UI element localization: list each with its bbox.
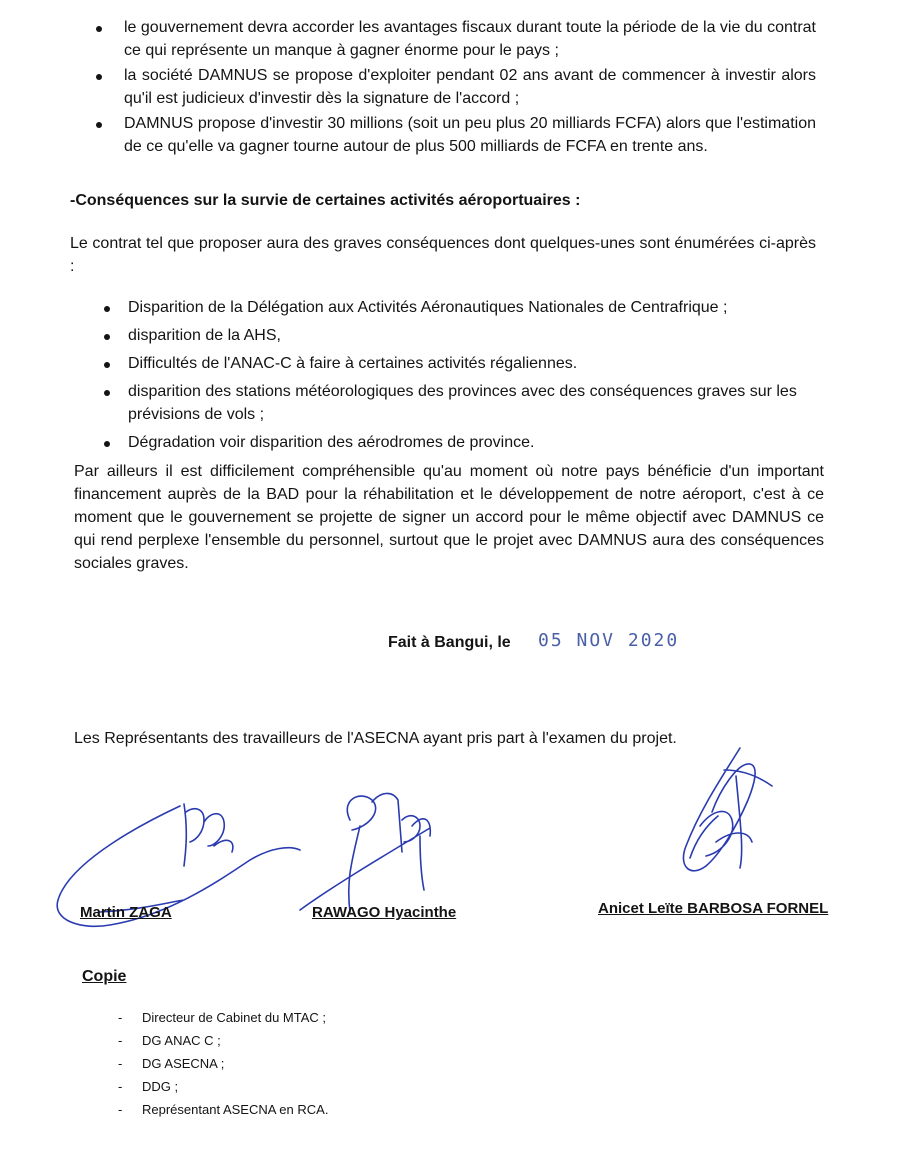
list-item (118, 1052, 328, 1075)
top-bullet-list (124, 16, 816, 160)
dash: - (118, 1056, 123, 1071)
list-item (118, 1006, 328, 1029)
copy-recipient: DDG ; (142, 1079, 179, 1094)
place-date-label: Fait à Bangui, le (388, 634, 511, 651)
list-item (118, 1029, 328, 1052)
closing-paragraph: Par ailleurs il est difficilement compréhensible qu'au moment où notre pays bénéficie d'un important financement auprès de la BAD pour la réhabilitation et le développement de notre aéroport, c'est à ce moment que le gouvernement se projette de signer un accord pour le même objectif avec DAMNUS ce qui rend perplexe l'ensemble du personnel, surtout que le projet avec DAMNUS aura des conséquences sociales graves. (74, 463, 824, 572)
intro-paragraph: Le contrat tel que proposer aura des graves conséquences dont quelques-unes sont énumérées ci-après : (70, 235, 816, 275)
list-item (118, 1075, 328, 1098)
copy-recipient: Représentant ASECNA en RCA. (142, 1102, 329, 1117)
dash: - (118, 1079, 123, 1094)
copy-recipient: DG ASECNA ; (142, 1056, 225, 1071)
list-item: Disparition de la Délégation aux Activités Aéronautiques Nationales de Centrafrique ; (128, 296, 828, 319)
date-stamp: 05 NOV 2020 (538, 630, 680, 651)
representatives-line: Les Représentants des travailleurs de l'ASECNA ayant pris part à l'examen du projet. (74, 730, 677, 747)
dash: - (118, 1102, 123, 1117)
signatory-name: Martin ZAGA (80, 904, 172, 921)
list-item: la société DAMNUS se propose d'exploiter pendant 02 ans avant de commencer à investir alors qu'il est judicieux d'investir dès la signature de l'accord ; (124, 64, 816, 110)
list-item (118, 1098, 328, 1121)
list-item: Difficultés de l'ANAC-C à faire à certaines activités régaliennes. (128, 352, 828, 375)
consequences-list (128, 296, 828, 459)
signature-2-icon (300, 793, 430, 912)
dash: - (118, 1010, 123, 1025)
list-item: DAMNUS propose d'investir 30 millions (soit un peu plus 20 milliards FCFA) alors que l'estimation de ce qu'elle va gagner tourne autour de plus 500 milliards de FCFA en trente ans. (124, 112, 816, 158)
copy-recipient: Directeur de Cabinet du MTAC ; (142, 1010, 326, 1025)
copy-list (118, 1006, 328, 1121)
dash: - (118, 1033, 123, 1048)
signatory-name: Anicet Leïte BARBOSA FORNEL (598, 900, 829, 917)
section-heading: -Conséquences sur la survie de certaines activités aéroportuaires : (70, 192, 581, 209)
copie-title: Copie (82, 968, 127, 985)
list-item: disparition de la AHS, (128, 324, 828, 347)
list-item: Dégradation voir disparition des aérodromes de province. (128, 431, 828, 454)
copy-recipient: DG ANAC C ; (142, 1033, 221, 1048)
list-item: disparition des stations météorologiques des provinces avec des conséquences graves sur les prévisions de vols ; (128, 380, 828, 426)
signature-3-icon (683, 748, 772, 871)
list-item: le gouvernement devra accorder les avantages fiscaux durant toute la période de la vie du contrat ce qui représente un manque à gagner énorme pour le pays ; (124, 16, 816, 62)
signatory-name: RAWAGO Hyacinthe (312, 904, 457, 921)
